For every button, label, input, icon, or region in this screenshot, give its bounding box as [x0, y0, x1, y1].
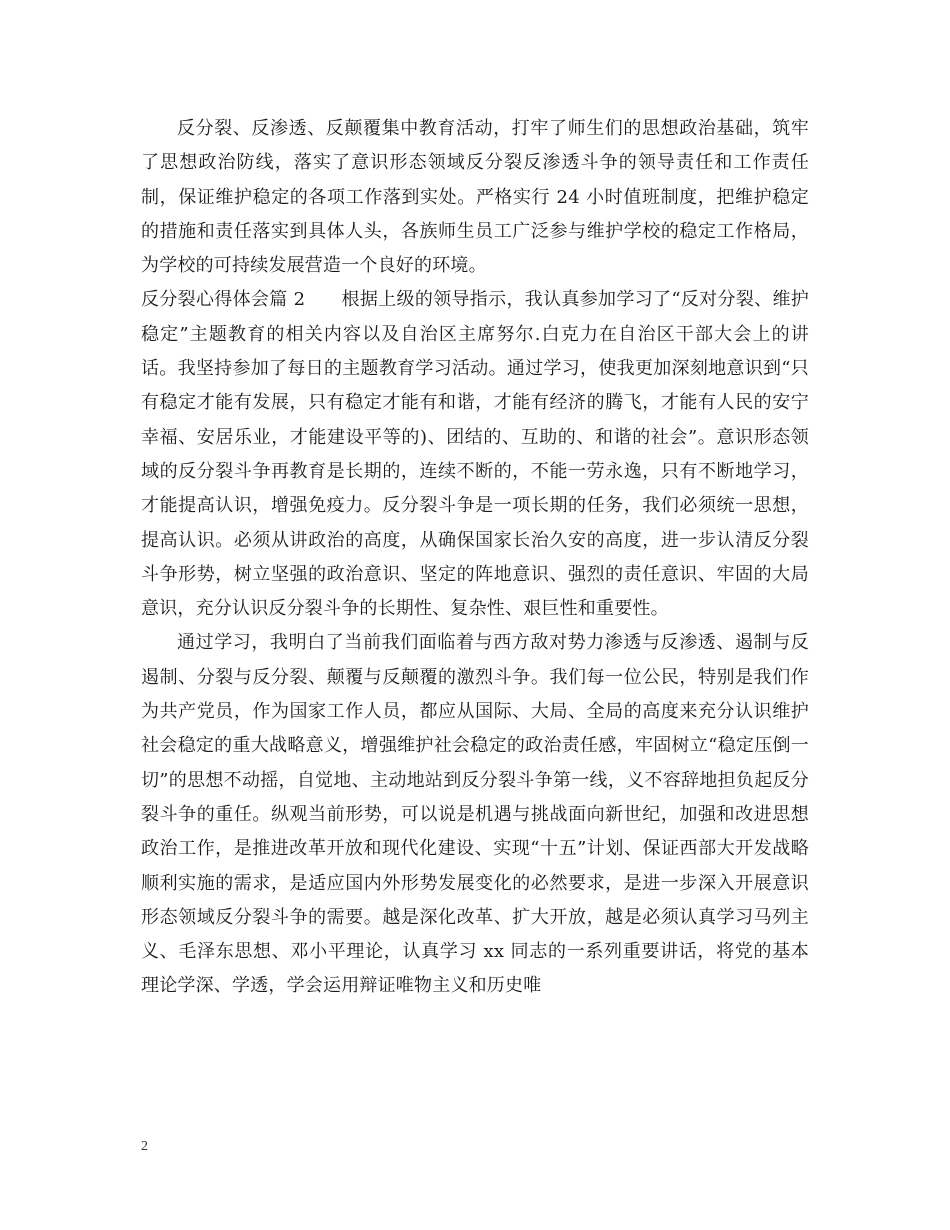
paragraph-3-text: 通过学习，我明白了当前我们面临着与西方敌对势力渗透与反渗透、遏制与反遏制、分裂与反分裂、颠覆与反颠覆的激烈斗争。我们每一位公民，特别是我们作为共产党员，作为国家工作人员，都应从国际、大局、全局的高度来充分认识维护社会稳定的重大战略意义，增强维护社会稳定的政治责任感，牢固树立“稳定压倒一切”的思想不动摇，自觉地、主动地站到反分裂斗争第一线，义不容辞地担负起反分裂斗争的重任。纵观当前形势，可以说是机遇与挑战面向新世纪，加强和改进思想政治工作，是推进改革开放和现代化建设、实现“十五”计划、保证西部大开发战略顺利实施的需求，是适应国内外形势发展变化的必然要求，是进一步深入开展意识形态领域反分裂斗争的需要。越是深化改革、扩大开放，越是必须认真学习马列主义、毛泽东思想、邓小平理论，认真学习 xx 同志的一系列重要讲话，将党的基本理论学深、学透，学会运用辩证唯物主义和历史唯 — [141, 632, 809, 997]
body-text — [141, 112, 809, 1004]
paragraph-2-text: 根据上级的领导指示，我认真参加学习了“反对分裂、维护稳定”主题教育的相关内容以及自治区主席努尔.白克力在自治区干部大会上的讲话。我坚持参加了每日的主题教育学习活动。通过学习，使我更加深刻地意识到“只有稳定才能有发展，只有稳定才能有和谐，才能有经济的腾飞，才能有人民的安宁幸福、安居乐业，才能建设平等的)、团结的、互助的、和谐的社会”。意识形态领域的反分裂斗争再教育是长期的，连续不断的，不能一劳永逸，只有不断地学习，才能提高认识，增强免疫力。反分裂斗争是一项长期的任务，我们必须统一思想，提高认识。必须从讲政治的高度，从确保国家长治久安的高度，进一步认清反分裂斗争形势，树立坚强的政治意识、坚定的阵地意识、强烈的责任意识、牢固的大局意识，充分认识反分裂斗争的长期性、复杂性、艰巨性和重要性。 — [141, 289, 809, 620]
section-heading: 反分裂心得体会篇 2 — [141, 289, 306, 311]
paragraph-3 — [141, 626, 809, 1003]
paragraph-2 — [141, 283, 809, 626]
page-number: 2 — [141, 1139, 148, 1154]
paragraph-1-text: 反分裂、反渗透、反颠覆集中教育活动，打牢了师生们的思想政治基础，筑牢了思想政治防线，落实了意识形态领域反分裂反渗透斗争的领导责任和工作责任制，保证维护稳定的各项工作落到实处。严格实行 24 小时值班制度，把维护稳定的措施和责任落实到具体人头，各族师生员工广泛参与维护学校的稳定工作格局，为学校的可持续发展营造一个良好的环境。 — [141, 118, 809, 277]
paragraph-1 — [141, 112, 809, 283]
